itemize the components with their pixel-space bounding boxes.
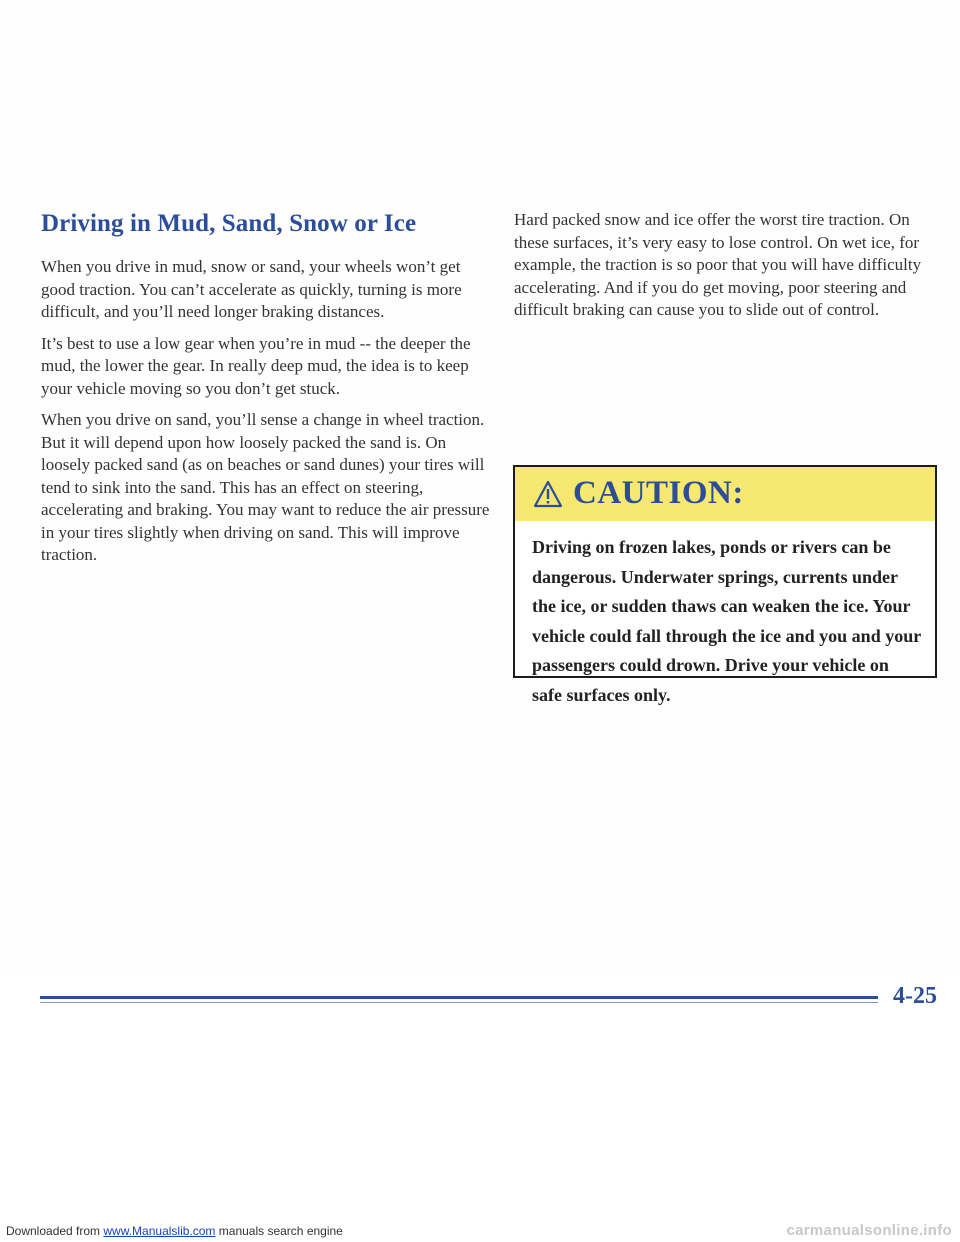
left-column — [41, 256, 491, 576]
paragraph: Hard packed snow and ice offer the worst tire traction. On these surfaces, it’s very easy to lose control. On wet ice, for example, the traction is so poor that you will have difficulty accelerating. And if you do get moving, poor steering and difficult braking can cause you to slide out of control. — [514, 210, 922, 319]
caution-text: Driving on frozen lakes, ponds or rivers can be dangerous. Underwater springs, currents under the ice, or sudden thaws can weaken the ice. Your vehicle could fall through the ice and you and your passengers could drown. Drive your vehicle on safe surfaces only. — [532, 537, 921, 705]
download-footer — [0, 1222, 960, 1242]
caution-title — [533, 475, 744, 512]
paragraph: It’s best to use a low gear when you’re in mud -- the deeper the mud, the lower the gear. In really deep mud, the idea is to keep your vehicle moving so you don’t get stuck. — [41, 333, 471, 398]
footer-prefix: Downloaded from — [6, 1224, 104, 1238]
footer-suffix: manuals search engine — [215, 1224, 343, 1238]
paragraph: When you drive in mud, snow or sand, your wheels won’t get good traction. You can’t accelerate as quickly, turning is more difficult, and you’ll need longer braking distances. — [41, 257, 462, 321]
paragraph: When you drive on sand, you’ll sense a change in wheel traction. But it will depend upon how loosely packed the sand is. On loosely packed sand (as on beaches or sand dunes) your tires will tend to sink into the sand. This has an effect on steering, accelerating and braking. You may want to reduce the air pressure in your tires slightly when driving on sand. This will improve traction. — [41, 410, 490, 564]
manualslib-link[interactable]: www.Manualslib.com — [103, 1224, 216, 1238]
rule-thin — [40, 1002, 878, 1003]
caution-label: CAUTION: — [573, 475, 744, 511]
right-column — [514, 209, 939, 331]
caution-box — [513, 465, 937, 705]
footer-text — [6, 1224, 343, 1238]
footer-rule — [40, 996, 878, 1006]
page-number: 4-25 — [893, 983, 937, 1009]
watermark: carmanualsonline.info — [786, 1222, 952, 1239]
rule-thick — [40, 996, 878, 999]
section-heading: Driving in Mud, Sand, Snow or Ice — [41, 210, 417, 237]
warning-triangle-icon — [533, 480, 563, 508]
